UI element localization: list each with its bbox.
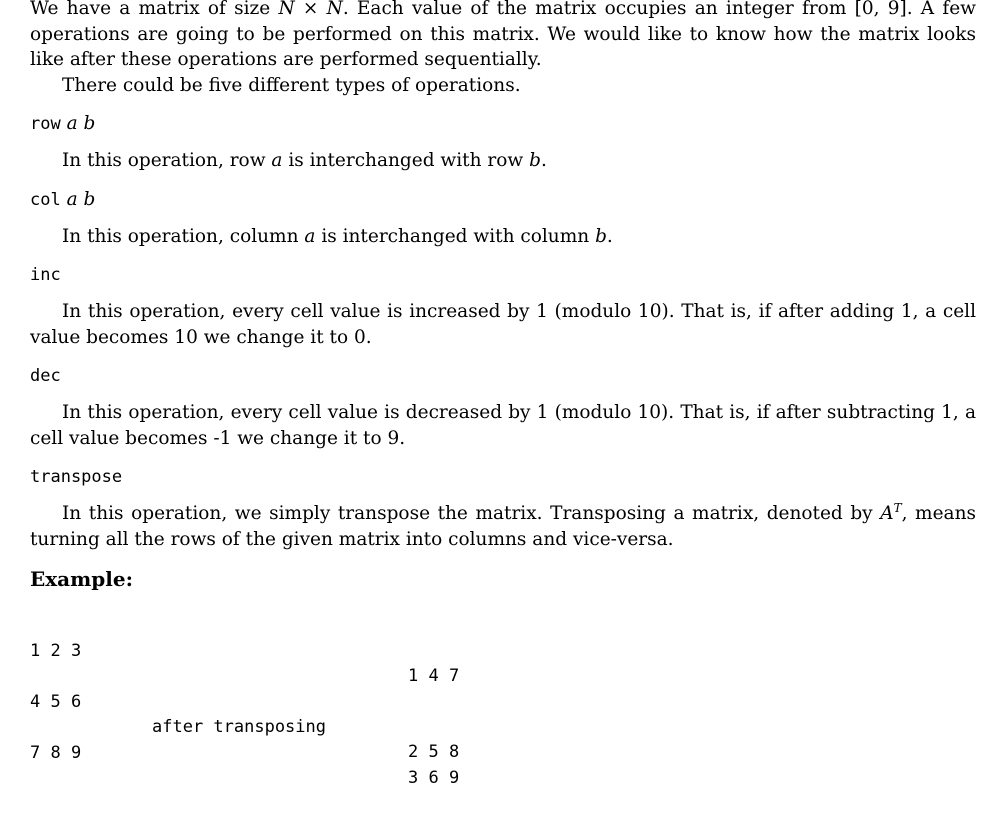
matrix-after-row: 1 4 7	[408, 666, 460, 686]
op-col-heading	[30, 187, 976, 212]
math-var: b	[595, 225, 607, 247]
math-var: b	[529, 150, 541, 171]
intro-text: We have a matrix of size	[30, 0, 271, 19]
math-var: a	[271, 150, 283, 171]
op-desc-text: , means turning all the rows of the given matrix into columns and vice-versa.	[30, 503, 976, 550]
op-desc-text: .	[540, 150, 547, 171]
op-keyword: inc	[30, 265, 61, 285]
op-args: a b	[66, 188, 96, 210]
op-desc-text: In this operation, we simply transpose the matrix. Transposing a matrix, denoted by	[62, 503, 873, 524]
op-keyword: col	[30, 189, 61, 210]
matrix-before-row: 4 5 6	[30, 692, 82, 712]
math-var: a	[304, 225, 316, 247]
op-keyword: row	[30, 114, 61, 134]
matrix-before-row: 1 2 3	[30, 641, 82, 661]
op-keyword: dec	[30, 366, 61, 386]
op-args: a b	[66, 113, 96, 134]
math-symbol: A	[880, 503, 894, 524]
math-n: N	[326, 0, 343, 19]
math-superscript: T	[893, 500, 902, 515]
op-transpose-heading	[30, 464, 976, 489]
op-desc-text: In this operation, column	[62, 225, 299, 247]
intro-text: . A few operations are going to be performed on this matrix. We would like to know how the matrix looks like after these operations are performed sequentially.	[30, 0, 976, 70]
matrix-before-row: 7 8 9	[30, 743, 82, 763]
op-row-description	[30, 148, 976, 174]
intro-text: . Each value of the matrix occupies an integer from	[342, 0, 847, 19]
matrix-after-row: 3 6 9	[408, 768, 460, 788]
operations-intro: There could be five different types of operations.	[62, 74, 521, 96]
op-desc-text: .	[606, 225, 613, 247]
matrix-after-row: 2 5 8	[408, 742, 460, 762]
math-range: [0, 9]	[854, 0, 907, 19]
math-times: ×	[302, 0, 319, 19]
op-dec-heading	[30, 363, 976, 388]
op-keyword: transpose	[30, 467, 123, 487]
intro-paragraph	[30, 0, 976, 73]
problem-statement	[30, 0, 976, 788]
example-caption: after transposing	[152, 717, 326, 737]
op-col-description	[30, 224, 976, 250]
op-inc-heading	[30, 262, 976, 287]
math-n: N	[278, 0, 295, 19]
example-heading: Example:	[30, 567, 133, 591]
op-desc-text: is interchanged with row	[288, 150, 524, 171]
example-row	[30, 614, 630, 686]
op-row-heading	[30, 111, 976, 136]
example-matrices	[30, 614, 976, 788]
op-dec-description: In this operation, every cell value is decreased by 1 (modulo 10). That is, if after subtracting 1, a cell value becomes -1 we change it to 9.	[30, 402, 976, 449]
op-desc-text: In this operation, row	[62, 150, 266, 171]
op-inc-description: In this operation, every cell value is increased by 1 (modulo 10). That is, if after adding 1, a cell value becomes 10 we change it to 0.	[30, 301, 976, 348]
op-desc-text: is interchanged with column	[321, 225, 590, 247]
op-transpose-description	[30, 501, 976, 552]
